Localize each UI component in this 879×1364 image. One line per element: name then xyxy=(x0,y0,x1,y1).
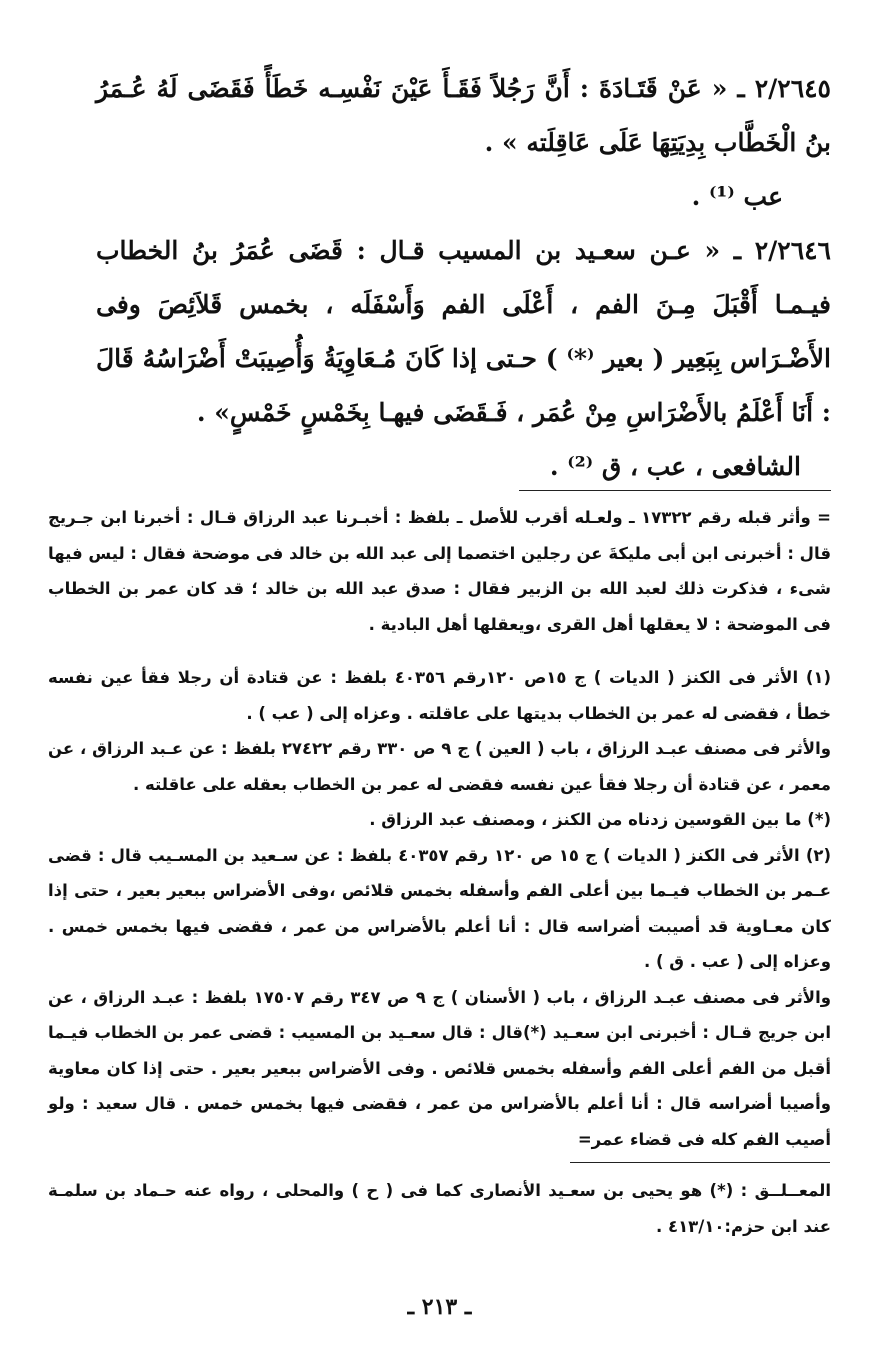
commentator-note-block xyxy=(48,1173,831,1244)
footnote-continuation xyxy=(48,500,831,642)
footnotes xyxy=(48,660,831,1157)
main-text xyxy=(96,62,831,494)
commentator-note: المعــلــق : (*) هو يحيى بن سعـيد الأنصارى كما فى ( ح ) والمحلى ، رواه عنه حـماد بن سلمـة عند ابن حزم:٤١٣/١٠ . xyxy=(48,1181,831,1236)
hadith-2645: ٢/٢٦٤٥ ـ « عَنْ قَتَـادَةَ : أَنَّ رَجُلاً فَقَـأَ عَيْنَ نَفْسِـه خَطَأً فَقَضَى لَهُ عُـمَرُ بنُ الْخَطَّاب بِدِيَتِهَا عَلَى عَاقِلَته » . xyxy=(96,74,831,157)
footnote-2: (٢) الأثر فى الكنز ( الديات ) ج ١٥ ص ١٢٠ رقم ٤٠٣٥٧ بلفظ : عن سـعيد بن المسـيب قال : قضى عـمر بن الخطاب فيـما بين أعلى الفم وأسفله بخمس قلائص ،وفى الأضراس ببعير بعير ، حتى إذا كان معـاوية قد أصيبت أضراسه قال : أنا أعلم بالأضراس من عمر ، فقضى فيها بخمس خمس . وعزاه إلى ( عب . ق ) . xyxy=(48,845,832,971)
footnote-divider xyxy=(519,490,831,491)
footnote-1-musannaf: والأثر فى مصنف عبـد الرزاق ، باب ( العين ) ج ٩ ص ٣٣٠ رقم ٢٧٤٢٢ بلفظ : عن عـبد الرزاق ، عن معمر ، عن قتادة أن رجلا فقأ عين نفسه فقضى له عمر بن الخطاب بعقله على عاقلته . xyxy=(48,739,831,794)
page-number: ـ ٢١٣ ـ xyxy=(407,1294,472,1320)
footnote-1: (١) الأثر فى الكنز ( الديات ) ج ١٥ص ١٢٠رقم ٤٠٣٥٦ بلفظ : عن قتادة أن رجلا فقأ عين نفسه خطأ ، فقضى له عمر بن الخطاب بديتها على عاقلته . وعزاه إلى ( عب ) . xyxy=(48,668,832,723)
hadith-2645-source: عب ⁽¹⁾ . xyxy=(691,182,783,211)
commentator-divider xyxy=(570,1162,830,1163)
footnote-star: (*) ما بين القوسين زدناه من الكنز ، ومصنف عبد الرزاق . xyxy=(369,810,831,829)
footnote-continuation-text: = وأثر قبله رقم ١٧٣٢٢ ـ ولعـله أقرب للأصل ـ بلفظ : أخبـرنا عبد الرزاق قـال : أخبرنا ابن جـريج قال : أخبرنى ابن أبى مليكةَ عن رجلين اختصما إلى عبد الله بن خالد فى موضحة فقال : ليس فيها شىء ، فذكرت ذلك لعبد الله بن الزبير فقال : صدق عبد الله بن خالد ؛ قد كان عمر بن الخطاب فى الموضحة : لا يعقلها أهل القرى ،ويعقلها أهل البادية . xyxy=(48,508,831,634)
hadith-2646-source: الشافعى ، عب ، ق ⁽²⁾ . xyxy=(549,452,801,481)
hadith-2646: ٢/٢٦٤٦ ـ « عـن سعـيد بن المسيب قـال : قَضَى عُمَرُ بنُ الخطاب فيـمـا أَقْبَلَ مِـنَ الفم ، أَعْلَى الفم وَأَسْفَلَه ، بخمس قَلاَئِصَ وفى الأَضْـرَاس بِبَعِير ( بعير ⁽*⁾ ) حـتى إذا كَانَ مُـعَاوِيَةُ وَأُصِيبَتْ أَضْرَاسُهُ قَالَ : أَنَا أَعْلَمُ بالأَضْرَاسِ مِنْ عُمَر ، فَـقَضَى فيهـا بِخَمْسٍ خَمْسٍ» . xyxy=(96,236,831,427)
footnote-2-musannaf: والأثر فى مصنف عبـد الرزاق ، باب ( الأسنان ) ج ٩ ص ٣٤٧ رقم ١٧٥٠٧ بلفظ : عبـد الرزاق ، عن ابن جريج قـال : أخبرنى ابن سعـيد (*)قال : قال سعـيد بن المسيب : قضى عمر بن الخطاب فيـما أقبل من الفم أعلى الفم وأسفله بخمس قلائص . وفى الأضراس ببعير بعير . حتى إذا كان معاوية وأصيبا أضراسه قال : أنا أعلم بالأضراس من عمر ، فقضى فيها بخمس خمس . قال سعيد : ولو أصيب الفم كله فى قضاء عمر= xyxy=(48,987,832,1149)
